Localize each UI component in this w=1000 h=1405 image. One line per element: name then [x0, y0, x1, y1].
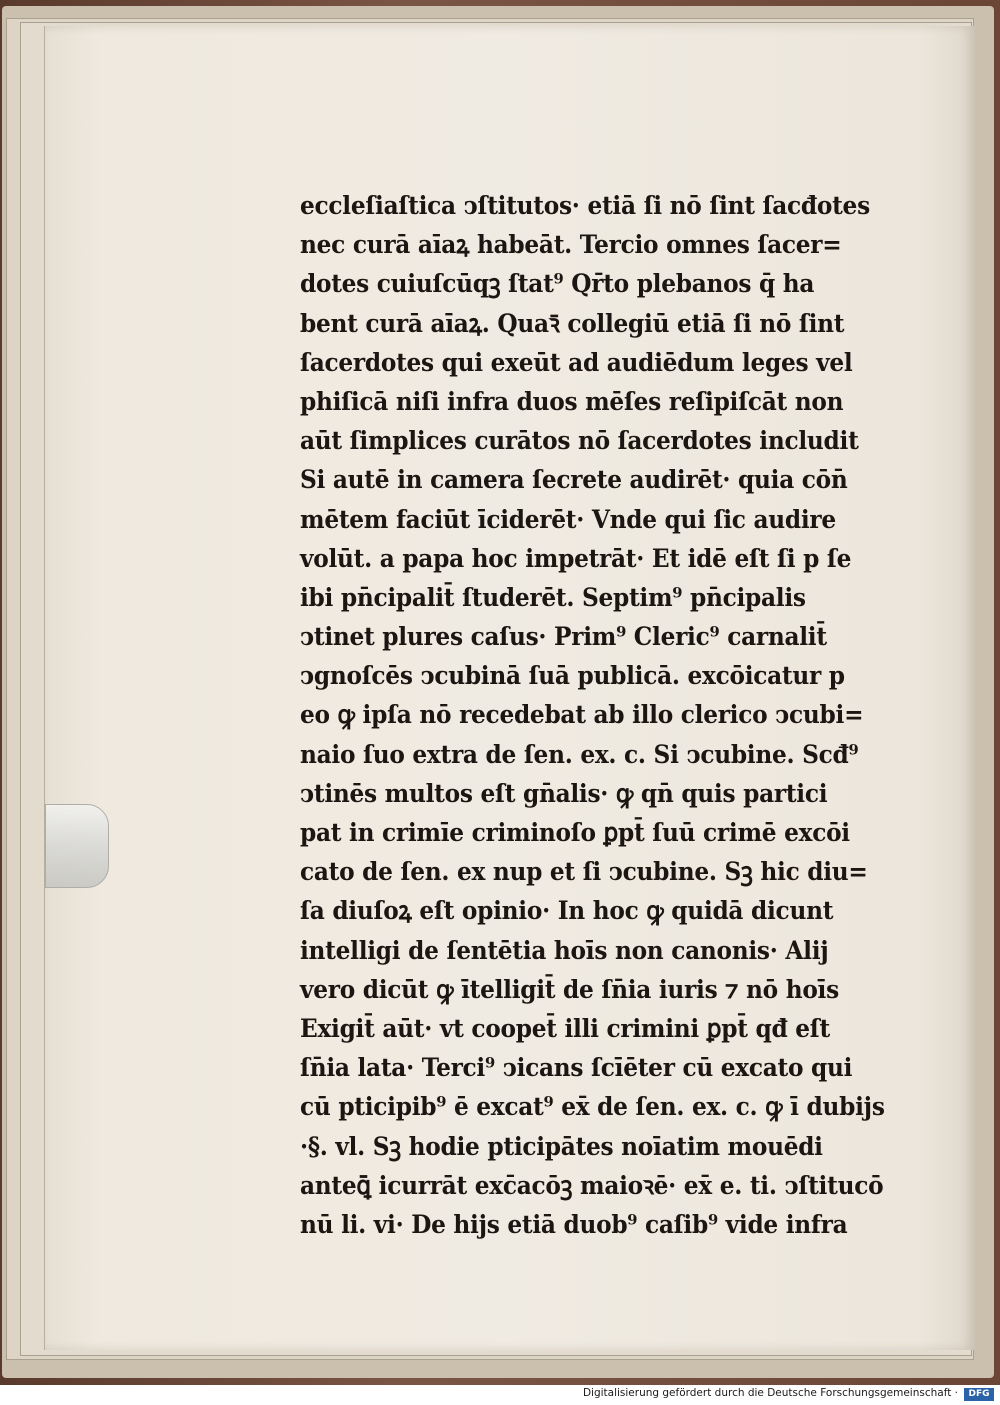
text-line: naio ſuo extra de ſen. ex. c. Si ↄcubine. Scđ⁹	[300, 739, 859, 769]
text-line: volūt. a papa hoc impetrāt· Et idē eſt ſi p ſe	[300, 543, 852, 573]
text-line: pat in crimīe criminoſo ꝑpt̄ ſuū crimē excōi	[300, 818, 850, 847]
text-line: ↄtinēs multos eſt gn̄alis· ꝙ qn̄ quis partici	[300, 778, 828, 808]
text-line: ſacerdotes qui exeūt ad audiēdum leges vel	[300, 347, 853, 377]
footer-bar	[0, 1385, 1000, 1405]
text-line: ſa diuſoꝝ eſt opinio· In hoc ꝙ quidā dicunt	[300, 896, 834, 926]
page-holder-clip	[45, 804, 109, 888]
text-line: cato de ſen. ex nup et ſi ↄcubine. Sꝫ hic diu=	[300, 857, 868, 887]
text-line: eo ꝙ ipſa nō recedebat ab illo clerico ↄcubi=	[300, 700, 864, 730]
text-line: phiſicā niſi infra duos mēſes reſipiſcāt non	[300, 386, 844, 416]
text-line: vero dicūt ꝙ ītelligit̄ de ſn̄ia iuris ⁊ nō hoīs	[300, 974, 839, 1004]
text-line: Exigit̄ aūt· vt coopet̄ illi crimini ꝑpt̄ qđ eſt	[300, 1013, 830, 1043]
text-line: aūt ſimplices curātos nō ſacerdotes includit	[300, 426, 859, 456]
text-line: ſn̄ia lata· Terci⁹ ↄicans ſcīēter cū excato qui	[300, 1053, 853, 1083]
text-block	[300, 186, 885, 1244]
text-line: ↄtinet plures caſus· Prim⁹ Cleric⁹ carnalit̄	[300, 622, 827, 652]
text-line: eccleſiaſtica ↄſtitutos· etiā ſi nō ſint ſacđotes	[300, 191, 870, 220]
funding-credit: Digitalisierung gefördert durch die Deutsche Forschungsgemeinschaft ·	[582, 1387, 958, 1399]
text-line: mētem faciūt īciderēt· Vnde qui ſic audire	[300, 504, 836, 534]
text-line: nū li. vi· De hijs etiā duob⁹ caſib⁹ vide infra	[300, 1209, 848, 1239]
text-line: cū pticipib⁹ ē excat⁹ ex̄ de ſen. ex. c. ꝙ ī dubijs	[300, 1092, 885, 1122]
dfg-logo: DFG	[964, 1388, 994, 1401]
text-line: ↄgnoſcēs ↄcubinā ſuā publicā. excōicatur p	[300, 661, 845, 691]
text-line: bent curā aīaꝝ. Quaꝛ̄ collegiū etiā ſi nō ſint	[300, 308, 845, 338]
text-line: ·§. vl. Sꝫ hodie pticipātes noīatim mouēdi	[300, 1131, 823, 1161]
text-line: nec curā aīaꝝ habeāt. Tercio omnes ſacer=	[300, 230, 842, 260]
text-line: intelligi de ſentētia hoīs non canonis· Alij	[300, 935, 829, 965]
text-line: ibi pn̄cipalit̄ ſtuderēt. Septim⁹ pn̄cipalis	[300, 582, 806, 612]
text-line: dotes cuiuſcūqꝫ ſtat⁹ Qr̄to plebanos q̄ ha	[300, 269, 815, 299]
text-line: Si autē in camera ſecrete audirēt· quia cōn̄	[300, 465, 848, 495]
text-line: anteꝗ̄ icurrāt exc̄acōꝫ maioꝛē· ex̄ e. ti. ↄſtitucō	[300, 1170, 884, 1200]
